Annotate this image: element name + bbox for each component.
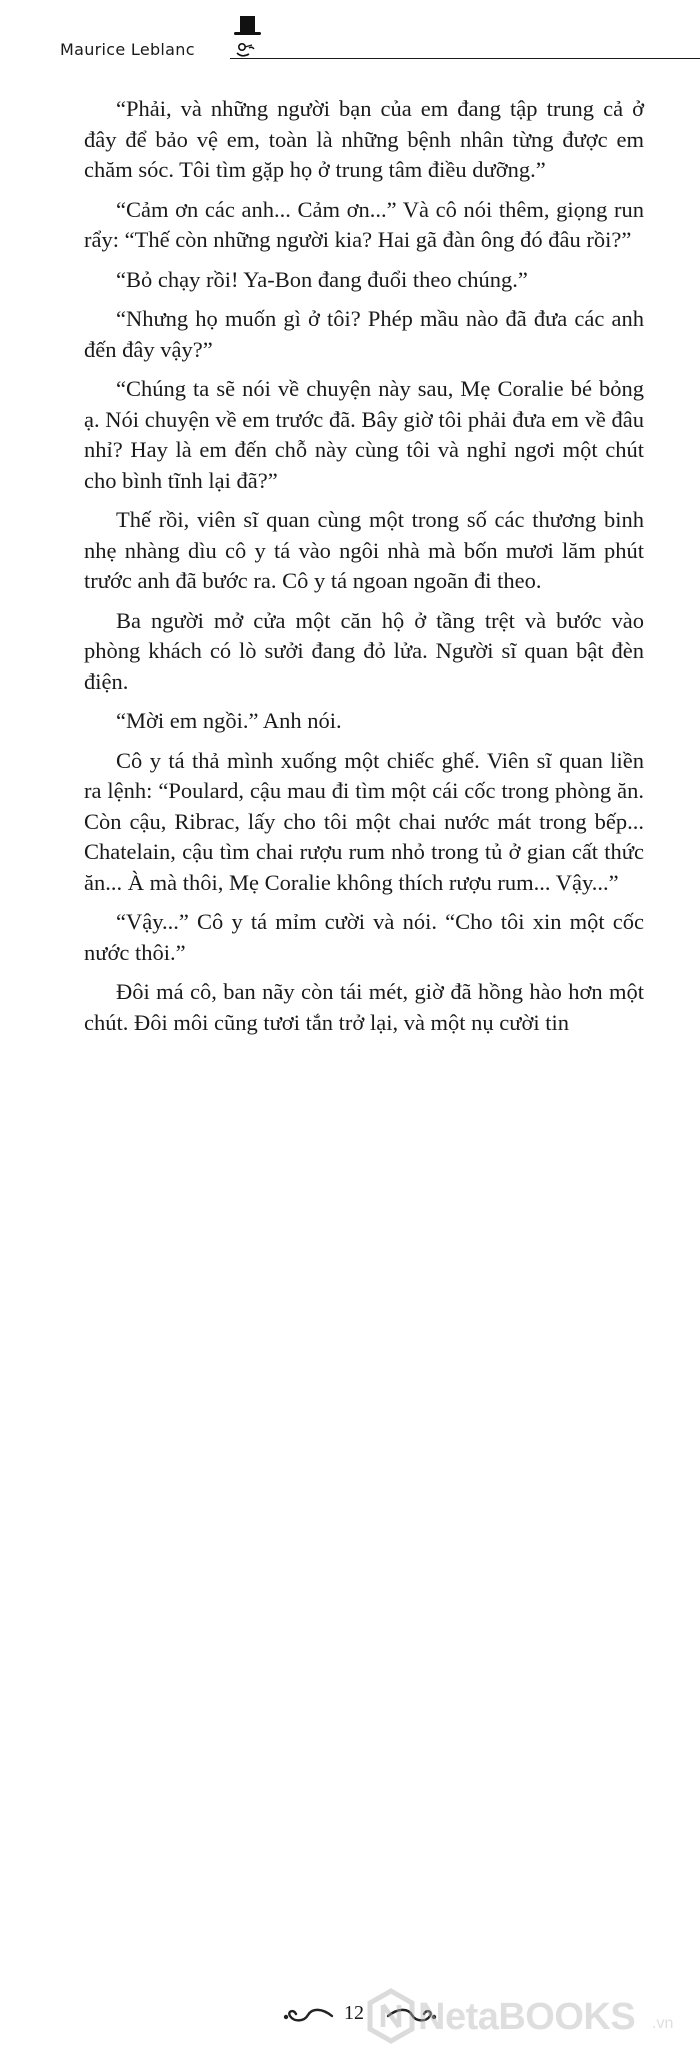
paragraph: “Bỏ chạy rồi! Ya-Bon đang đuổi theo chúng.” <box>116 266 528 292</box>
netabooks-logo-icon <box>366 1988 416 2044</box>
flourish-left-icon <box>282 2006 334 2026</box>
paragraph: “Nhưng họ muốn gì ở tôi? Phép mầu nào đã đưa các anh đến đây vậy?” <box>84 306 644 362</box>
chapter-body <box>84 94 644 1047</box>
paragraph: Ba người mở cửa một căn hộ ở tầng trệt và bước vào phòng khách có lò sưởi đang đỏ lửa. Người sĩ quan bật đèn điện. <box>84 607 644 694</box>
page-number: 12 <box>344 2002 364 2024</box>
paragraph: “Vậy...” Cô y tá mỉm cười và nói. “Cho tôi xin một cốc nước thôi.” <box>84 909 644 965</box>
paragraph: “Cảm ơn các anh... Cảm ơn...” Và cô nói thêm, giọng run rẩy: “Thế còn những người kia? Hai gã đàn ông đó đâu rồi?” <box>84 196 644 252</box>
paragraph: “Mời em ngồi.” Anh nói. <box>116 708 342 733</box>
page-header <box>0 0 700 80</box>
watermark-tld: .vn <box>652 2015 674 2032</box>
top-hat-monocle-icon <box>228 14 268 62</box>
paragraph: “Chúng ta sẽ nói về chuyện này sau, Mẹ Coralie bé bỏng ạ. Nói chuyện về em trước đã. Bây giờ tôi phải đưa em về đâu nhỉ? Hay là em đến chỗ này cùng tôi và nghỉ ngơi một chút cho bình tĩnh lại đã?” <box>84 376 644 493</box>
netabooks-watermark <box>366 1988 686 2048</box>
running-head-author: Maurice Leblanc <box>60 40 195 59</box>
watermark-brand: NetaBOOKS <box>418 1996 636 2038</box>
page-footer <box>0 996 700 2038</box>
paragraph: Đôi má cô, ban nãy còn tái mét, giờ đã hồng hào hơn một chút. Đôi môi cũng tươi tắn trở lại, và một nụ cười tin <box>84 979 644 1035</box>
paragraph: Cô y tá thả mình xuống một chiếc ghế. Viên sĩ quan liền ra lệnh: “Poulard, cậu mau đi tìm một cái cốc trong phòng ăn. Còn cậu, Ribrac, lấy cho tôi một chai nước mát trong bếp... Chatelain, cậu tìm chai rượu rum nhỏ trong tủ ở gian cất thức ăn... À mà thôi, Mẹ Coralie không thích rượu rum... Vậy...” <box>84 747 644 895</box>
paragraph: “Phải, và những người bạn của em đang tập trung cả ở đây để bảo vệ em, toàn là những bệnh nhân từng được em chăm sóc. Tôi tìm gặp họ ở trung tâm điều dưỡng.” <box>84 96 644 182</box>
header-rule <box>230 58 700 59</box>
paragraph: Thế rồi, viên sĩ quan cùng một trong số các thương binh nhẹ nhàng dìu cô y tá vào ngôi nhà mà bốn mươi lăm phút trước anh đã bước ra. Cô y tá ngoan ngoãn đi theo. <box>84 507 644 593</box>
